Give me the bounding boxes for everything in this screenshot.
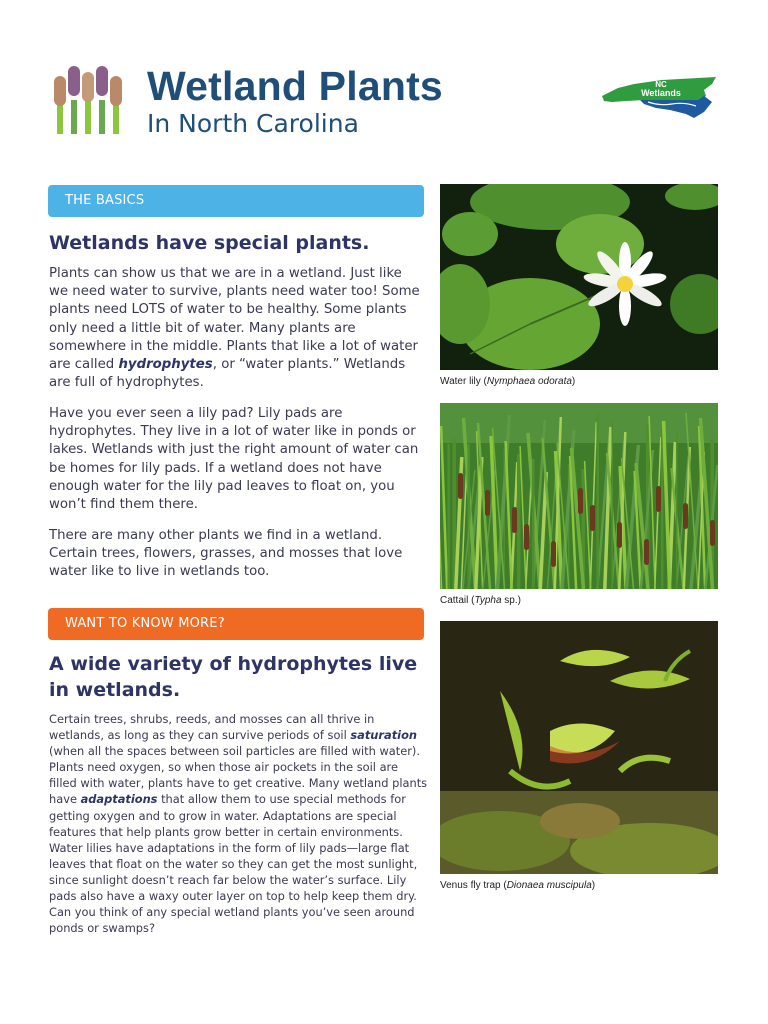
- caption-venus-flytrap-species: Dionaea muscipula: [506, 880, 592, 891]
- keyword-saturation: saturation: [350, 728, 417, 743]
- paragraph-intro: [49, 265, 425, 392]
- paragraph-lily-pads: Have you ever seen a lily pad? Lily pads are hydrophytes. They live in a lot of water like in ponds or lakes. Wetlands with just the right amount of water can be homes for lily pads. If a wetland does not have enough water for the lily pad leaves to float on, you won’t find them there.: [49, 406, 419, 513]
- caption-cattail-suffix: sp.): [501, 595, 521, 606]
- page-subtitle: In North Carolina: [147, 109, 359, 138]
- cattail-head: [656, 486, 661, 512]
- page-title: Wetland Plants: [147, 63, 443, 109]
- cattail-head: [524, 524, 529, 550]
- venus-flytrap-photo: [440, 621, 718, 874]
- cattail-head: [458, 473, 463, 499]
- nc-logo-line2: Wetlands: [641, 88, 681, 98]
- cattail-head: [590, 505, 595, 531]
- section-bar-know-more: WANT TO KNOW MORE?: [48, 608, 424, 640]
- paragraph-intro-text-a: Plants can show us that we are in a wetland. Just like we need water to survive, plants need water too! Some plants need LOTS of water to be healthy. Some plants only need a little bit of water. Many plants are somewhere in the middle. Plants that like a lot of water are called: [49, 266, 420, 373]
- cattail-head: [512, 507, 517, 533]
- caption-cattail-species: Typha: [474, 595, 502, 606]
- cattail-head: [578, 488, 583, 514]
- section-heading-basics: Wetlands have special plants.: [49, 232, 370, 254]
- caption-venus-flytrap-suffix: ): [591, 880, 596, 891]
- nc-wetlands-logo: [600, 74, 720, 120]
- paragraph-other-plants: There are many other plants we find in a wetland. Certain trees, flowers, grasses, and mosses that love water like to live in wetlands too.: [49, 528, 403, 580]
- paragraph-adaptations-text-c: that allow them to use special methods for getting oxygen and to grow in water. Adaptations are special features that help plants grow better in certain environments. Water lilies have adaptations in the form of lily pads—large flat leaves that float on the water so they can get the most sunlight, since sunlight doesn’t reach far below the water’s surface. Lily pads also have a waxy outer layer on top to help keep them dry. Can you think of any special wetland plants you’ve seen around ponds or swamps?: [49, 792, 418, 936]
- paragraph-adaptations: [49, 711, 429, 936]
- section-heading-hydrophytes: A wide variety of hydrophytes live in wetlands.: [49, 653, 418, 701]
- caption-venus-flytrap-prefix: Venus fly trap (: [440, 880, 507, 891]
- paragraph-adaptations-text-b: (when all the spaces between soil particles are filled with water). Plants need oxygen, so when those air pockets in the soil are filled with water, plants have to get creative. Many wetland plants have: [49, 744, 428, 807]
- caption-water-lily-species: Nymphaea odorata: [486, 376, 572, 387]
- cattail-head: [710, 520, 715, 546]
- water-lily-photo: [440, 184, 718, 370]
- caption-venus-flytrap: [440, 880, 595, 891]
- keyword-adaptations: adaptations: [80, 792, 158, 807]
- caption-cattail: [440, 595, 521, 606]
- caption-water-lily: [440, 376, 575, 387]
- cattail-photo: [440, 403, 718, 589]
- cattail-head: [551, 541, 556, 567]
- cattail-head: [617, 522, 622, 548]
- cattail-logo-icon: [54, 64, 126, 136]
- cattail-head: [644, 539, 649, 565]
- paragraph-intro-text-b: , or “water plants.” Wetlands are full of hydrophytes.: [49, 357, 406, 391]
- keyword-hydrophytes: hydrophytes: [118, 357, 213, 373]
- cattail-head: [683, 503, 688, 529]
- cattail-head: [485, 490, 490, 516]
- section-bar-basics: THE BASICS: [48, 185, 424, 217]
- paragraph-adaptations-text-a: Certain trees, shrubs, reeds, and mosses can all thrive in wetlands, as long as they can survive periods of soil: [49, 712, 375, 743]
- caption-cattail-prefix: Cattail (: [440, 595, 475, 606]
- nc-logo-line1: NC: [655, 80, 667, 89]
- caption-water-lily-suffix: ): [571, 376, 576, 387]
- caption-water-lily-prefix: Water lily (: [440, 376, 487, 387]
